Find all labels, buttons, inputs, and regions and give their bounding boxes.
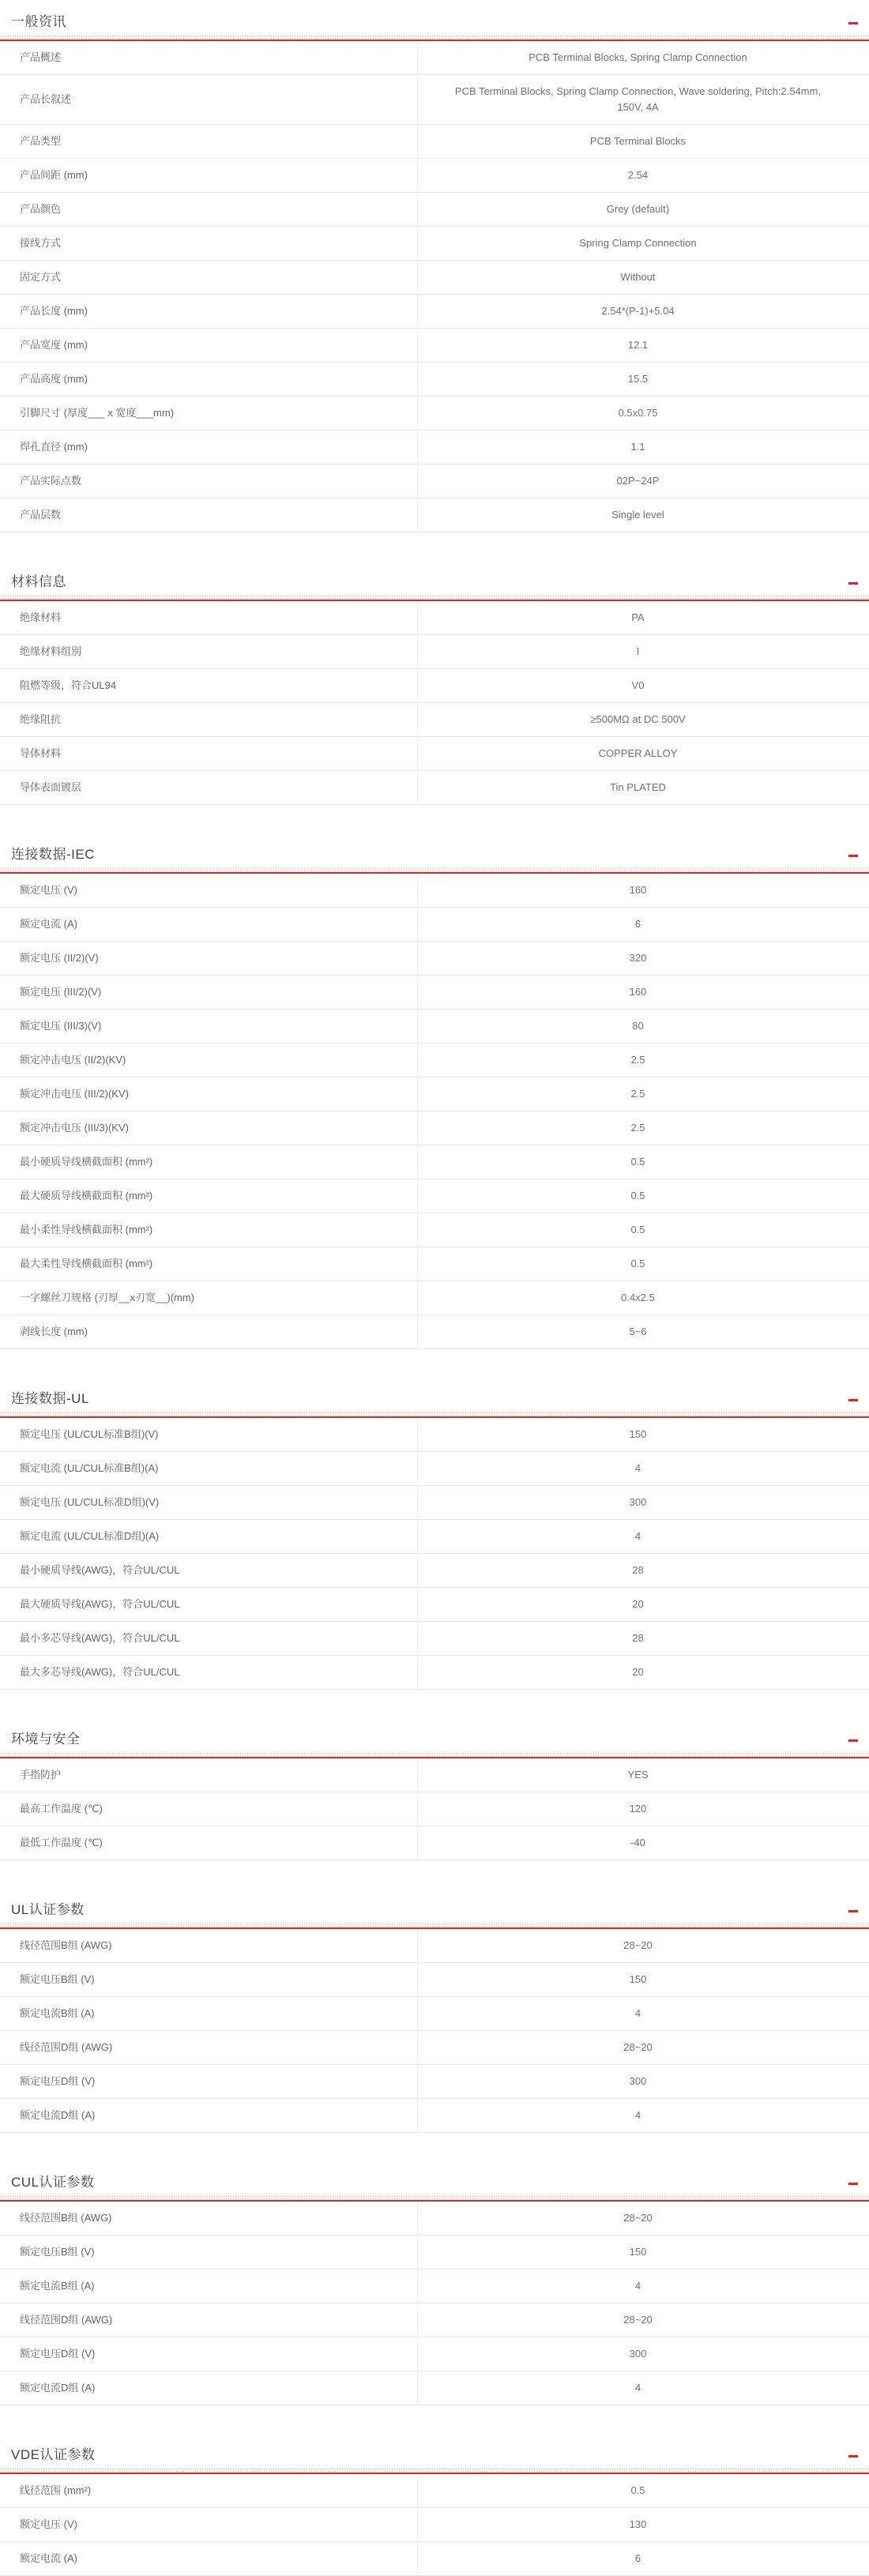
table-row (0, 874, 869, 908)
table-row (0, 159, 869, 193)
row-value-text: 80 (632, 1020, 644, 1032)
row-value-text: 300 (629, 2348, 647, 2360)
collapse-minus-icon[interactable] (848, 2455, 858, 2458)
row-label: 产品间距 (mm) (0, 159, 418, 192)
row-label: 额定电流 (A) (0, 908, 418, 941)
section-title: 一般资讯 (11, 13, 66, 29)
spec-section (0, 1896, 869, 2133)
row-label: 产品颜色 (0, 193, 418, 226)
section-title: 连接数据-UL (11, 1390, 89, 1406)
row-value-text: 0.4x2.5 (621, 1292, 655, 1303)
row-value (418, 41, 869, 74)
row-label: 最小硬质导线横截面积 (mm²) (0, 1145, 418, 1179)
row-value (418, 976, 869, 1009)
row-label: 焊孔直径 (mm) (0, 431, 418, 464)
row-value (418, 1179, 869, 1213)
row-value-text: 2.54*(P-1)+5.04 (601, 305, 675, 317)
section-title: VDE认证参数 (11, 2446, 96, 2462)
row-value (418, 1145, 869, 1179)
row-value (418, 1963, 869, 1996)
row-value (418, 2270, 869, 2303)
table-row (0, 1929, 869, 1963)
row-label: 引脚尺寸 (厚度___ x 宽度___mm) (0, 397, 418, 430)
row-label: 导体材料 (0, 737, 418, 770)
section-header (0, 1896, 869, 1920)
spec-table (0, 601, 869, 805)
table-row (0, 2270, 869, 2303)
row-value-text: Grey (default) (606, 203, 670, 215)
row-label: 额定冲击电压 (II/2)(KV) (0, 1044, 418, 1077)
section-divider-dotted (0, 35, 869, 41)
table-row (0, 1452, 869, 1486)
row-value-text: 2.5 (630, 1054, 645, 1066)
row-value-text: -40 (630, 1837, 645, 1848)
row-value-text: 2.5 (630, 1088, 645, 1100)
table-row (0, 1997, 869, 2031)
row-value-text: Without (620, 271, 656, 283)
table-row (0, 908, 869, 942)
row-value-text: 5~6 (629, 1326, 647, 1337)
row-value-text: 28~20 (623, 1939, 653, 1951)
row-value-text: PCB Terminal Blocks, Spring Clamp Connection, Wave soldering, Pitch:2.54mm, 150V, 4A (454, 85, 822, 113)
row-value-text: 1.1 (630, 441, 645, 453)
table-row (0, 2031, 869, 2065)
section-header (0, 2441, 869, 2465)
row-value-text: 160 (629, 884, 647, 896)
table-row (0, 464, 869, 498)
table-row (0, 1010, 869, 1044)
row-value (418, 1554, 869, 1587)
row-value-text: 300 (629, 2075, 647, 2087)
table-row (0, 635, 869, 669)
row-value-text: 12.1 (627, 339, 649, 351)
row-value-text: 0.5 (630, 1258, 645, 1269)
row-value (418, 397, 869, 430)
row-label: 线径范围 (mm²) (0, 2474, 418, 2507)
table-row (0, 1179, 869, 1213)
spec-section (0, 840, 869, 1349)
section-divider-dotted (0, 1752, 869, 1758)
table-row (0, 1145, 869, 1179)
row-value-text: 150 (629, 2246, 647, 2258)
row-value-text: 0.5 (630, 2484, 645, 2496)
row-value (418, 363, 869, 396)
section-title: CUL认证参数 (11, 2174, 95, 2190)
section-divider-dotted (0, 867, 869, 874)
table-row (0, 41, 869, 75)
row-value (418, 908, 869, 941)
row-value (418, 942, 869, 975)
collapse-minus-icon[interactable] (848, 1910, 858, 1912)
row-value-text: 0.5 (630, 1190, 645, 1202)
table-row (0, 1520, 869, 1554)
spec-table (0, 2474, 869, 2576)
table-row (0, 329, 869, 363)
row-label: 额定电压 (III/3)(V) (0, 1010, 418, 1043)
table-row (0, 1077, 869, 1111)
table-row (0, 2337, 869, 2371)
row-value-text: 20 (632, 1598, 644, 1610)
row-value-text: 2.54 (627, 169, 649, 181)
row-label: 导体表面镀层 (0, 771, 418, 804)
row-value (418, 1792, 869, 1826)
spec-section (0, 1725, 869, 1860)
row-value-text: 28~20 (623, 2314, 653, 2326)
row-value (418, 2236, 869, 2269)
row-value (418, 1826, 869, 1860)
row-value-text: V0 (631, 679, 645, 691)
section-title: UL认证参数 (11, 1901, 85, 1917)
row-value-text: 120 (629, 1803, 647, 1814)
row-value (418, 1111, 869, 1145)
table-row (0, 75, 869, 125)
row-value (418, 2542, 869, 2575)
row-value-text: I (636, 645, 640, 657)
spec-table (0, 2202, 869, 2405)
table-row (0, 1826, 869, 1860)
row-label: 额定电压B组 (V) (0, 2236, 418, 2269)
section-title: 连接数据-IEC (11, 846, 95, 862)
row-label: 额定电流B组 (A) (0, 2270, 418, 2303)
row-value (418, 431, 869, 464)
row-value (418, 1044, 869, 1077)
row-value (418, 2337, 869, 2371)
row-value-text: COPPER ALLOY (598, 747, 678, 759)
row-value (418, 703, 869, 736)
collapse-minus-icon[interactable] (848, 1399, 858, 1401)
spec-table (0, 1418, 869, 1690)
row-value (418, 1452, 869, 1485)
row-label: 产品长度 (mm) (0, 295, 418, 328)
spec-section (0, 2441, 869, 2576)
row-value (418, 1418, 869, 1451)
table-row (0, 1588, 869, 1622)
table-row (0, 1044, 869, 1077)
row-value-text: PCB Terminal Blocks (589, 135, 687, 147)
table-row (0, 227, 869, 261)
row-label: 额定电压 (V) (0, 874, 418, 907)
table-row (0, 1213, 869, 1247)
row-value-text: 15.5 (627, 373, 649, 385)
row-label: 额定电压 (V) (0, 2508, 418, 2541)
spec-section (0, 568, 869, 805)
row-label: 额定电压 (UL/CUL标准B组)(V) (0, 1418, 418, 1451)
section-header (0, 840, 869, 864)
row-label: 最低工作温度 (℃) (0, 1826, 418, 1860)
row-value (418, 75, 869, 124)
row-label: 最大硬质导线(AWG)，符合UL/CUL (0, 1588, 418, 1621)
row-label: 最高工作温度 (℃) (0, 1792, 418, 1826)
row-label: 产品高度 (mm) (0, 363, 418, 396)
row-value (418, 261, 869, 294)
row-value-text: 4 (634, 1462, 641, 1474)
row-value (418, 193, 869, 226)
row-label: 最小多芯导线(AWG)，符合UL/CUL (0, 1622, 418, 1655)
row-label: 产品实际点数 (0, 464, 418, 498)
table-row (0, 2508, 869, 2542)
row-value (418, 2474, 869, 2507)
table-row (0, 2542, 869, 2576)
table-row (0, 1315, 869, 1349)
row-value-text: 4 (634, 1530, 641, 1542)
row-label: 绝缘材料组别 (0, 635, 418, 668)
row-label: 产品层数 (0, 498, 418, 532)
row-label: 绝缘材料 (0, 601, 418, 634)
row-label: 最小柔性导线横截面积 (mm²) (0, 1213, 418, 1247)
row-value (418, 464, 869, 498)
table-row (0, 2236, 869, 2270)
table-row (0, 737, 869, 771)
row-value (418, 1247, 869, 1280)
table-row (0, 2065, 869, 2099)
table-row (0, 2099, 869, 2133)
row-value-text: 28~20 (623, 2041, 653, 2053)
row-label: 额定电压 (II/2)(V) (0, 942, 418, 975)
row-value-text: 28~20 (623, 2212, 653, 2224)
row-label: 额定电压D组 (V) (0, 2065, 418, 2098)
table-row (0, 498, 869, 532)
collapse-minus-icon[interactable] (848, 22, 858, 24)
row-value-text: 20 (632, 1666, 644, 1678)
row-label: 产品类型 (0, 125, 418, 158)
row-value-text: 4 (634, 2007, 641, 2019)
collapse-minus-icon[interactable] (848, 2183, 858, 2185)
row-value (418, 737, 869, 770)
row-value-text: 150 (629, 1973, 647, 1985)
row-value (418, 329, 869, 362)
row-value (418, 1588, 869, 1621)
row-label: 额定电压 (UL/CUL标准D组)(V) (0, 1486, 418, 1519)
row-value (418, 1010, 869, 1043)
collapse-minus-icon[interactable] (848, 1739, 858, 1742)
row-label: 产品宽度 (mm) (0, 329, 418, 362)
section-header (0, 8, 869, 32)
row-label: 额定电压 (III/2)(V) (0, 976, 418, 1009)
row-value-text: 4 (634, 2109, 641, 2121)
row-label: 最大多芯导线(AWG)，符合UL/CUL (0, 1656, 418, 1689)
section-divider-dotted (0, 595, 869, 601)
row-value-text: Single level (611, 509, 664, 521)
row-value-text: 0.5 (630, 1224, 645, 1235)
section-title: 环境与安全 (11, 1731, 81, 1747)
row-value-text: 300 (629, 1496, 647, 1508)
row-value (418, 1213, 869, 1247)
row-value-text: 4 (634, 2382, 641, 2394)
row-label: 额定电压B组 (V) (0, 1963, 418, 1996)
row-value (418, 1520, 869, 1553)
section-divider-dotted (0, 2195, 869, 2202)
section-divider-dotted (0, 1412, 869, 1418)
row-label: 线径范围B组 (AWG) (0, 1929, 418, 1962)
row-value (418, 498, 869, 532)
table-row (0, 601, 869, 635)
row-label: 固定方式 (0, 261, 418, 294)
row-value (418, 159, 869, 192)
table-row (0, 193, 869, 227)
row-label: 接线方式 (0, 227, 418, 260)
table-row (0, 431, 869, 464)
row-label: 产品概述 (0, 41, 418, 74)
spec-section (0, 2168, 869, 2405)
row-label: 额定冲击电压 (III/2)(KV) (0, 1077, 418, 1111)
row-value (418, 295, 869, 328)
row-label: 手指防护 (0, 1758, 418, 1792)
section-header (0, 568, 869, 592)
spec-table (0, 1758, 869, 1860)
table-row (0, 976, 869, 1010)
row-label: 额定电流B组 (A) (0, 1997, 418, 2030)
collapse-minus-icon[interactable] (848, 855, 858, 857)
row-label: 额定电压D组 (V) (0, 2337, 418, 2371)
row-label: 线径范围D组 (AWG) (0, 2031, 418, 2064)
row-value (418, 669, 869, 702)
row-value (418, 1997, 869, 2030)
row-value (418, 874, 869, 907)
row-value (418, 1486, 869, 1519)
row-label: 线径范围D组 (AWG) (0, 2303, 418, 2337)
row-label: 额定电流 (A) (0, 2542, 418, 2575)
section-title: 材料信息 (11, 573, 66, 589)
table-row (0, 1792, 869, 1826)
row-value-text: 6 (634, 2552, 641, 2564)
row-value (418, 2202, 869, 2235)
row-value-text: Spring Clamp Connection (579, 237, 697, 249)
row-value (418, 2099, 869, 2132)
section-header (0, 1725, 869, 1749)
row-value (418, 2508, 869, 2541)
row-value-text: 0.5 (630, 1156, 645, 1168)
row-value (418, 125, 869, 158)
table-row (0, 1281, 869, 1315)
table-row (0, 397, 869, 431)
section-header (0, 2168, 869, 2192)
row-value (418, 227, 869, 260)
table-row (0, 703, 869, 737)
row-value (418, 1315, 869, 1348)
table-row (0, 2202, 869, 2236)
table-row (0, 2371, 869, 2405)
row-value-text: 28 (632, 1632, 644, 1644)
row-value (418, 2031, 869, 2064)
row-value-text: 28 (632, 1564, 644, 1576)
row-label: 阻燃等级，符合UL94 (0, 669, 418, 702)
row-value-text: 320 (629, 952, 647, 964)
row-value (418, 2065, 869, 2098)
row-label: 产品长叙述 (0, 75, 418, 124)
row-value-text: 160 (629, 986, 647, 998)
spec-section (0, 8, 869, 532)
section-divider-dotted (0, 2468, 869, 2474)
row-label: 额定电流D组 (A) (0, 2099, 418, 2132)
row-label: 一字螺丝刀规格 (刃厚__x刃宽__)(mm) (0, 1281, 418, 1314)
table-row (0, 1111, 869, 1145)
table-row (0, 2303, 869, 2337)
table-row (0, 1758, 869, 1792)
table-row (0, 942, 869, 976)
table-row (0, 1963, 869, 1997)
table-row (0, 1622, 869, 1656)
row-label: 最大硬质导线横截面积 (mm²) (0, 1179, 418, 1213)
spec-table (0, 874, 869, 1349)
row-value-text: ≥500MΩ at DC 500V (590, 713, 686, 725)
row-value (418, 1077, 869, 1111)
row-value (418, 635, 869, 668)
row-value-text: 0.5x0.75 (618, 407, 658, 419)
row-value-text: 130 (629, 2518, 647, 2530)
spec-section (0, 1385, 869, 1690)
row-value-text: 150 (629, 1428, 647, 1440)
row-value (418, 1929, 869, 1962)
row-label: 额定电流 (UL/CUL标准D组)(A) (0, 1520, 418, 1553)
row-label: 最大柔性导线横截面积 (mm²) (0, 1247, 418, 1280)
row-value (418, 1758, 869, 1792)
row-value-text: 4 (634, 2280, 641, 2292)
row-label: 剥线长度 (mm) (0, 1315, 418, 1348)
table-row (0, 125, 869, 159)
row-value-text: YES (627, 1769, 649, 1781)
table-row (0, 261, 869, 295)
row-value (418, 1622, 869, 1655)
row-value-text: PCB Terminal Blocks, Spring Clamp Connection (529, 51, 747, 63)
section-divider-dotted (0, 1923, 869, 1929)
row-label: 额定电流D组 (A) (0, 2371, 418, 2405)
row-label: 额定冲击电压 (III/3)(KV) (0, 1111, 418, 1145)
row-value (418, 1281, 869, 1314)
table-row (0, 295, 869, 329)
row-label: 绝缘阻抗 (0, 703, 418, 736)
spec-table (0, 1929, 869, 2133)
row-value (418, 771, 869, 804)
row-value (418, 2371, 869, 2405)
row-value (418, 2303, 869, 2337)
row-label: 额定电流 (UL/CUL标准B组)(A) (0, 1452, 418, 1485)
row-label: 线径范围B组 (AWG) (0, 2202, 418, 2235)
table-row (0, 1486, 869, 1520)
row-value-text: PA (631, 611, 645, 623)
table-row (0, 1554, 869, 1588)
row-value-text: 2.5 (630, 1122, 645, 1134)
row-label: 最小硬质导线(AWG)，符合UL/CUL (0, 1554, 418, 1587)
row-value-text: 02P~24P (616, 475, 660, 487)
table-row (0, 1247, 869, 1281)
table-row (0, 2474, 869, 2508)
table-row (0, 771, 869, 805)
row-value-text: 6 (634, 918, 641, 930)
table-row (0, 1418, 869, 1452)
spec-table (0, 41, 869, 532)
section-header (0, 1385, 869, 1408)
row-value (418, 601, 869, 634)
collapse-minus-icon[interactable] (848, 582, 858, 585)
table-row (0, 669, 869, 703)
row-value-text: Tin PLATED (610, 781, 666, 793)
table-row (0, 1656, 869, 1690)
table-row (0, 363, 869, 397)
row-value (418, 1656, 869, 1689)
